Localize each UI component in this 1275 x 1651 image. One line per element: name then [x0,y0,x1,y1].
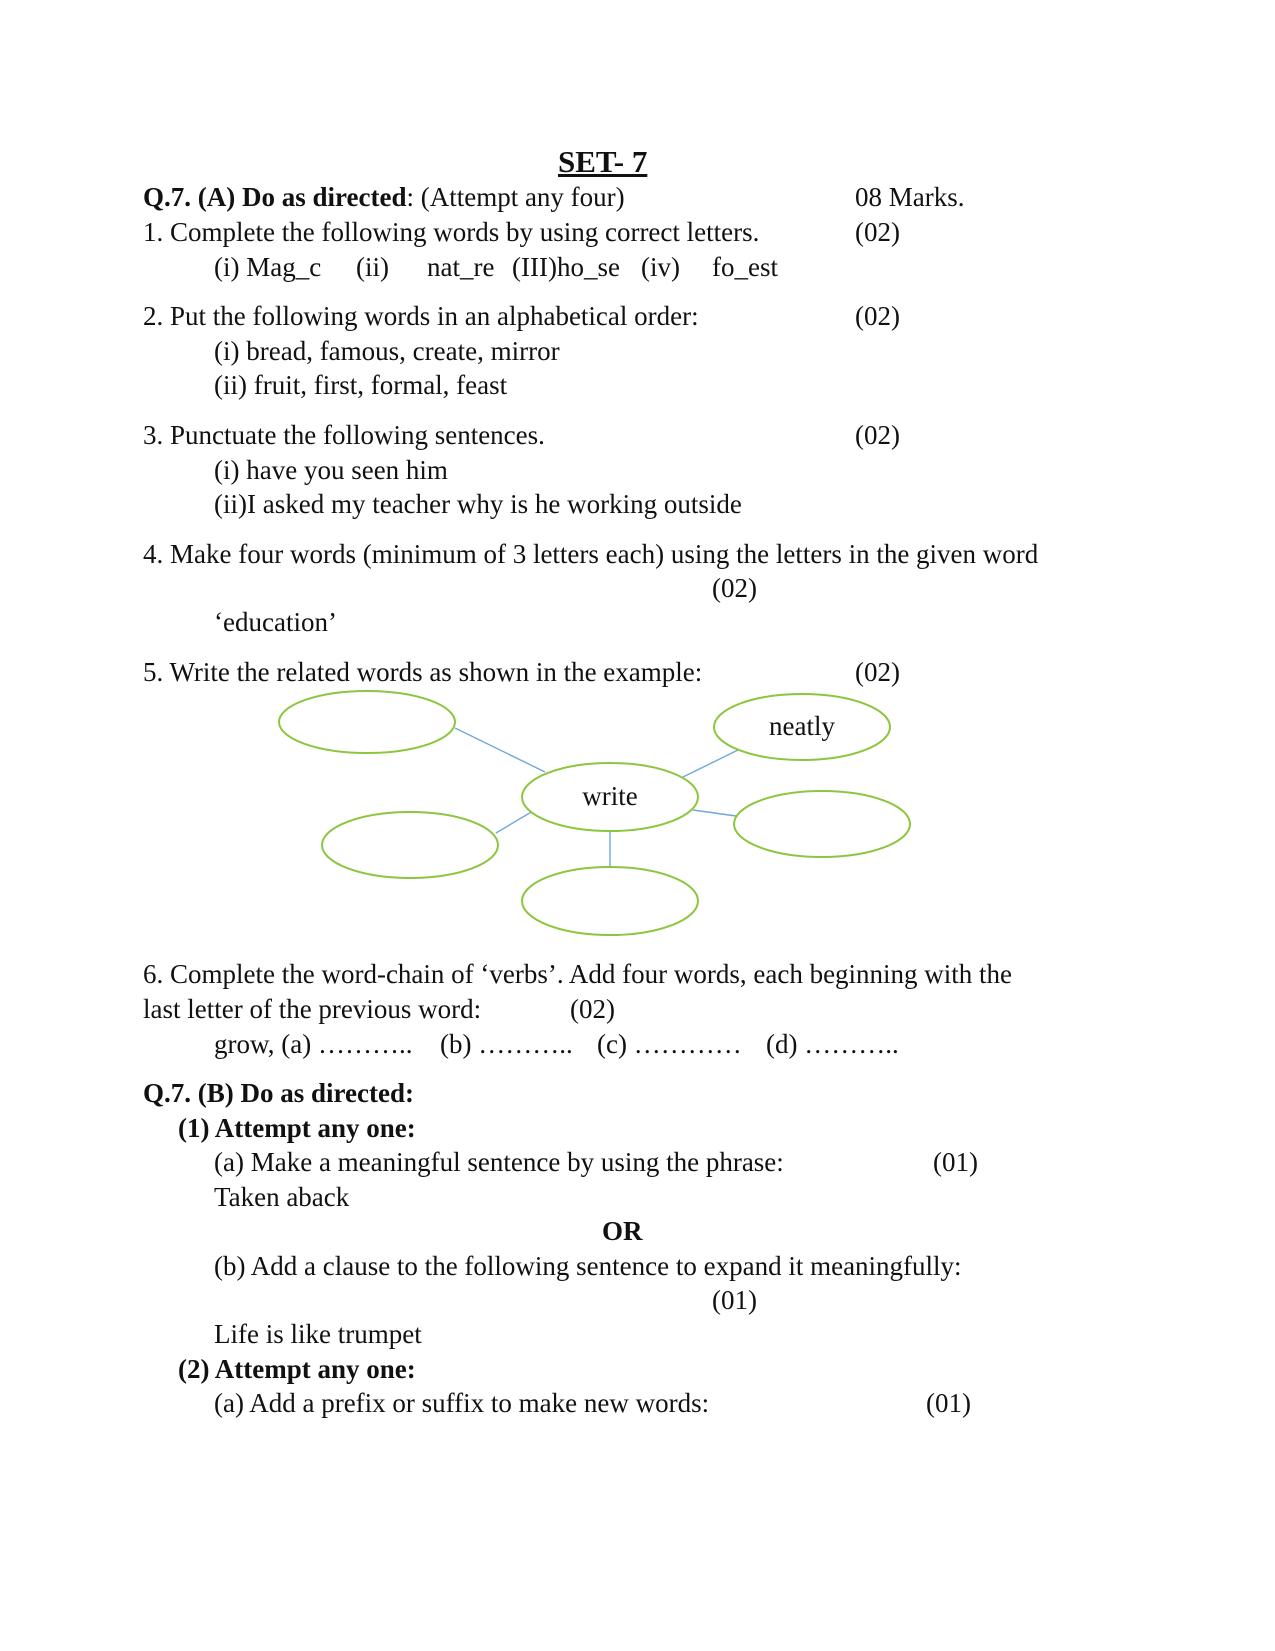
q4-marks: (02) [712,573,757,603]
set-title: SET- 7 [558,144,648,179]
q1-marks: (02) [855,217,900,247]
q7b-part2-a-marks: (01) [926,1388,971,1418]
q7b-part1-a-phrase: Taken aback [214,1182,350,1212]
q7b-part1-a-marks: (01) [933,1147,978,1177]
example-word: neatly [769,711,835,741]
q7b-part1-b-marks: (01) [712,1285,757,1315]
q2-text: 2. Put the following words in an alphabetical order: [143,301,699,331]
blank-ellipse-top-left [279,691,455,753]
q1-item-2: (ii) [356,252,389,282]
connector-right [693,810,736,816]
q5-text: 5. Write the related words as shown in the example: [143,657,703,687]
blank-ellipse-bottom [522,867,698,935]
q3-text: 3. Punctuate the following sentences. [143,420,545,450]
q3-item-1: (i) have you seen him [214,455,448,485]
q1-item-4: (III)ho_se [512,252,620,282]
q1-item-3: nat_re [427,252,495,282]
q1-item-6: fo_est [712,252,778,282]
q4-text: 4. Make four words (minimum of 3 letters each) using the letters in the given word [143,539,1039,569]
center-word: write [582,781,638,811]
q7b-part2-heading: (2) Attempt any one: [178,1354,416,1384]
connector-top-left [455,728,545,772]
q5-marks: (02) [855,657,900,687]
q7b-part2-a-text: (a) Add a prefix or suffix to make new words: [214,1388,710,1418]
q6-chain-d: (d) ……….. [766,1029,899,1059]
q3-item-2: (ii)I asked my teacher why is he working outside [214,489,742,519]
q6-line-2: last letter of the previous word: [143,994,482,1024]
q7a-heading-suffix: : (Attempt any four) [406,182,625,212]
q6-marks: (02) [570,994,615,1024]
q4-word: ‘education’ [214,607,337,637]
q7b-part1-b-sentence: Life is like trumpet [214,1319,422,1349]
q7b-part1-b-text: (b) Add a clause to the following sentence to expand it meaningfully: [214,1251,962,1281]
q3-marks: (02) [855,420,900,450]
q7b-part1-heading: (1) Attempt any one: [178,1113,416,1143]
q6-chain-b: (b) ……….. [440,1029,573,1059]
q6-line-1: 6. Complete the word-chain of ‘verbs’. Add four words, each beginning with the [143,959,1013,989]
q6-chain-c: (c) ………… [597,1029,742,1059]
or-divider: OR [602,1216,643,1246]
q2-marks: (02) [855,301,900,331]
q1-item-1: (i) Mag_c [214,252,322,282]
q7a-heading-prefix: Q.7. (A) Do as directed [143,182,407,212]
q1-item-5: (iv) [641,252,680,282]
q7a-marks: 08 Marks. [855,182,965,212]
q7b-heading: Q.7. (B) Do as directed: [143,1078,414,1108]
blank-ellipse-right [734,791,910,857]
connector-top-right [683,750,738,777]
q6-chain-a: grow, (a) ……….. [214,1029,413,1059]
q1-text: 1. Complete the following words by using correct letters. [143,217,760,247]
q2-item-2: (ii) fruit, first, formal, feast [214,370,508,400]
q7b-part1-a-text: (a) Make a meaningful sentence by using the phrase: [214,1147,784,1177]
connector-left [496,811,533,833]
q2-item-1: (i) bread, famous, create, mirror [214,336,560,366]
blank-ellipse-left [322,812,498,878]
